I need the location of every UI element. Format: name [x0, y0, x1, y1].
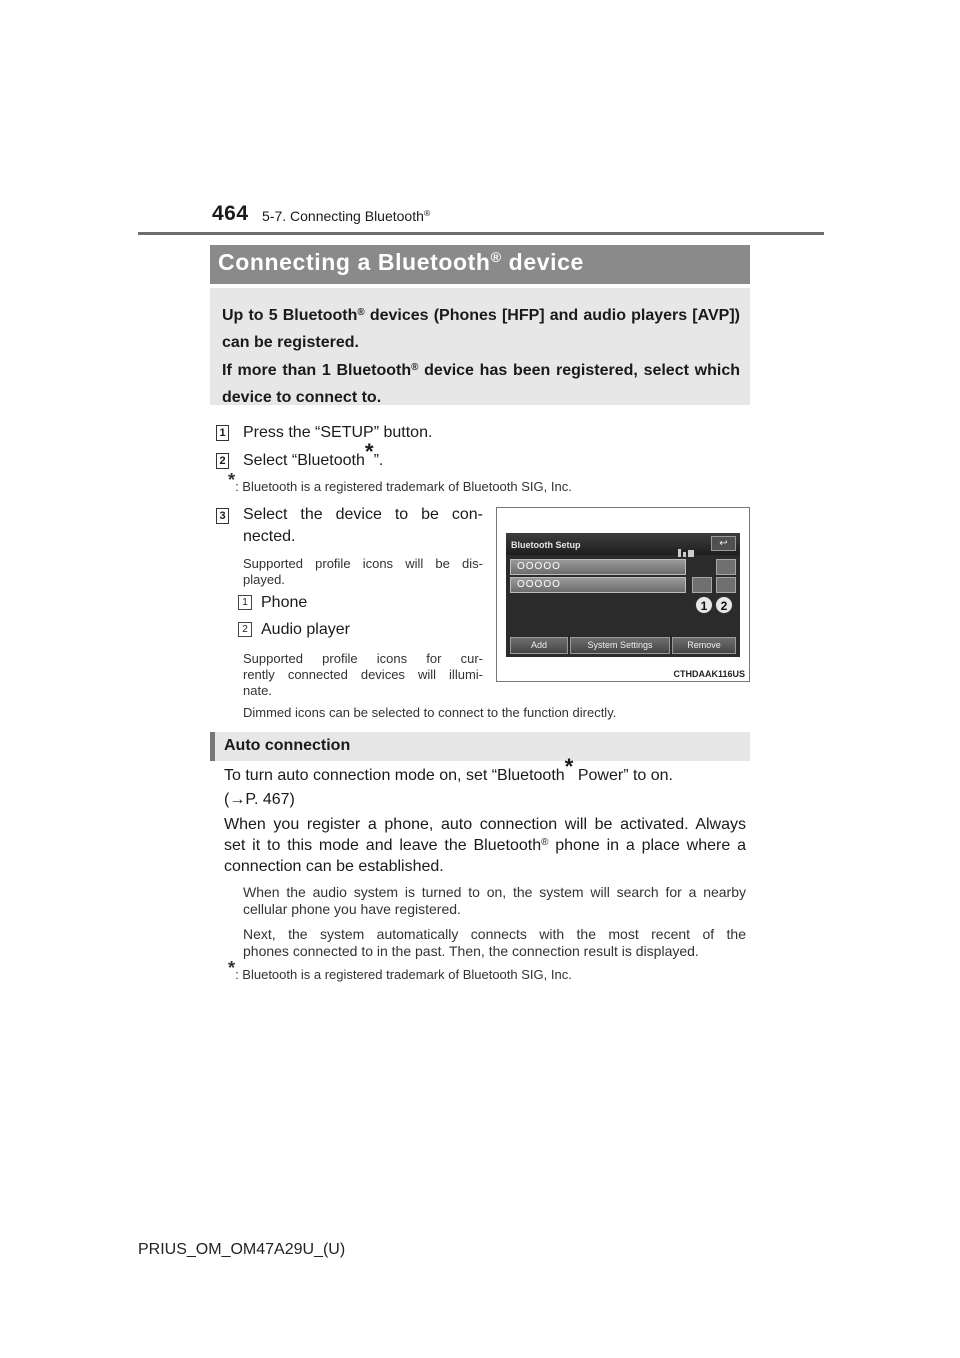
- step-number-3: 3: [216, 508, 229, 524]
- footnote-trademark-1: *: Bluetooth is a registered trademark of Bluetooth SIG, Inc.: [228, 470, 572, 494]
- bluetooth-setup-screenshot: [496, 507, 750, 682]
- page-number: 464: [212, 202, 249, 225]
- intro-box: [210, 288, 750, 405]
- section-title-bar: [210, 245, 750, 284]
- document-code-footer: PRIUS_OM_OM47A29U_(U): [138, 1241, 346, 1258]
- phone-profile-icon[interactable]: [692, 577, 712, 593]
- footnote-trademark-2: *: Bluetooth is a registered trademark of Bluetooth SIG, Inc.: [228, 958, 572, 982]
- auto-connection-note-2: Next, the system automatically connects with the most recent of the phones connected to in the past. Then, the connection result is displayed.: [243, 926, 746, 959]
- screen-title: Bluetooth Setup: [511, 540, 581, 550]
- system-settings-button[interactable]: System Settings: [570, 637, 670, 654]
- auto-connection-paragraph-1: To turn auto connection mode on, set “Bluetooth* Power” to on. (→P. 467): [224, 754, 673, 808]
- step-3-note-2: Supported profile icons for cur- rently connected devices will illumi- nate.: [243, 651, 483, 698]
- back-icon[interactable]: ↩: [711, 536, 736, 551]
- step-3-note-1: Supported profile icons will be dis- played.: [243, 556, 483, 587]
- intro-line-2: If more than 1 Bluetooth® device has been registered, select which device to connect to.: [222, 361, 740, 406]
- auto-connection-note-1: When the audio system is turned to on, the system will search for a nearby cellular phone you have registered.: [243, 884, 746, 917]
- step-number-2: 2: [216, 453, 229, 469]
- callout-label-phone: Phone: [261, 594, 308, 611]
- device-row-2[interactable]: OOOOO: [510, 577, 686, 593]
- auto-connection-bar: [210, 732, 750, 761]
- screen-callout-2: 2: [715, 596, 733, 614]
- intro-line-1: Up to 5 Bluetooth® devices (Phones [HFP] and audio players [AVP]) can be registered.: [222, 306, 740, 351]
- section-title: Connecting a Bluetooth® device: [218, 249, 584, 275]
- remove-button[interactable]: Remove: [672, 637, 736, 654]
- device-screen: [506, 533, 740, 657]
- auto-connection-heading: Auto connection: [224, 737, 351, 754]
- device-row-1[interactable]: OOOOO: [510, 559, 686, 575]
- callout-label-audio-player: Audio player: [261, 621, 350, 638]
- header-rule: [138, 232, 824, 235]
- auto-connection-paragraph-2: When you register a phone, auto connection will be activated. Always set it to this mode and leave the Bluetooth® phone in a place where a connection can be established.: [224, 816, 746, 875]
- signal-status-icon: [678, 539, 708, 547]
- callout-number-1: 1: [238, 595, 252, 610]
- step-number-1: 1: [216, 425, 229, 441]
- callout-number-2: 2: [238, 622, 252, 637]
- step-3-note-3: Dimmed icons can be selected to connect to the function directly.: [243, 705, 617, 720]
- audio-profile-icon[interactable]: [716, 577, 736, 593]
- device-info-button[interactable]: [716, 559, 736, 575]
- step-3-text: Select the device to be con- nected.: [243, 506, 483, 545]
- screen-callout-1: 1: [695, 596, 713, 614]
- step-1-text: Press the “SETUP” button.: [243, 424, 433, 441]
- add-button[interactable]: Add: [510, 637, 568, 654]
- chapter-title: 5-7. Connecting Bluetooth®: [262, 208, 431, 224]
- step-2-text: Select “Bluetooth*”.: [243, 439, 384, 469]
- image-code: CTHDAAK116US: [673, 669, 745, 679]
